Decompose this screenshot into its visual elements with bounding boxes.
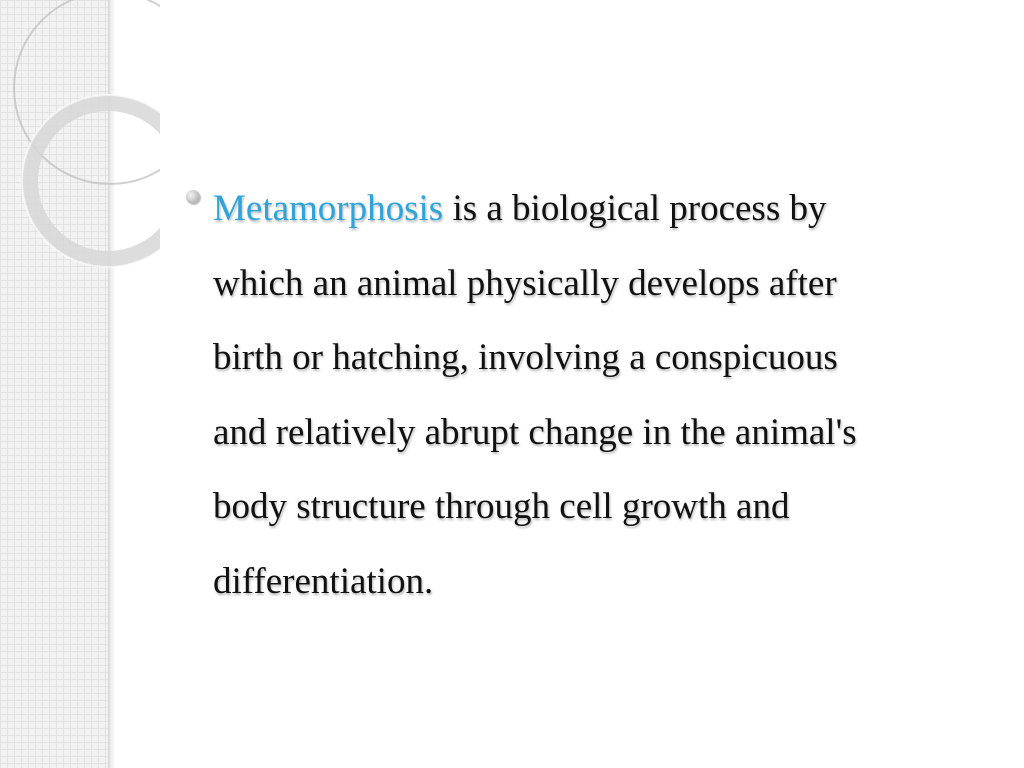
- thick-ring-highlight: [22, 95, 160, 267]
- bullet-line-5: body structure through cell growth and: [213, 486, 790, 527]
- bullet-list: [186, 172, 986, 619]
- concentric-rings-decoration: [0, 0, 160, 320]
- thick-ring: [30, 103, 160, 259]
- round-bullet-icon: [186, 190, 200, 204]
- bullet-item: [186, 172, 986, 619]
- bullet-text: [213, 172, 986, 619]
- bullet-line-2: which an animal physically develops after: [213, 262, 837, 304]
- bullet-line-4: and relatively abrupt change in the animal's: [213, 411, 857, 453]
- bullet-line-6: differentiation.: [213, 560, 434, 602]
- bullet-line-1: is a biological process by: [452, 188, 827, 229]
- term-metamorphosis: Metamorphosis: [213, 188, 444, 229]
- bullet-line-3: birth or hatching, involving a conspicuous: [213, 337, 838, 378]
